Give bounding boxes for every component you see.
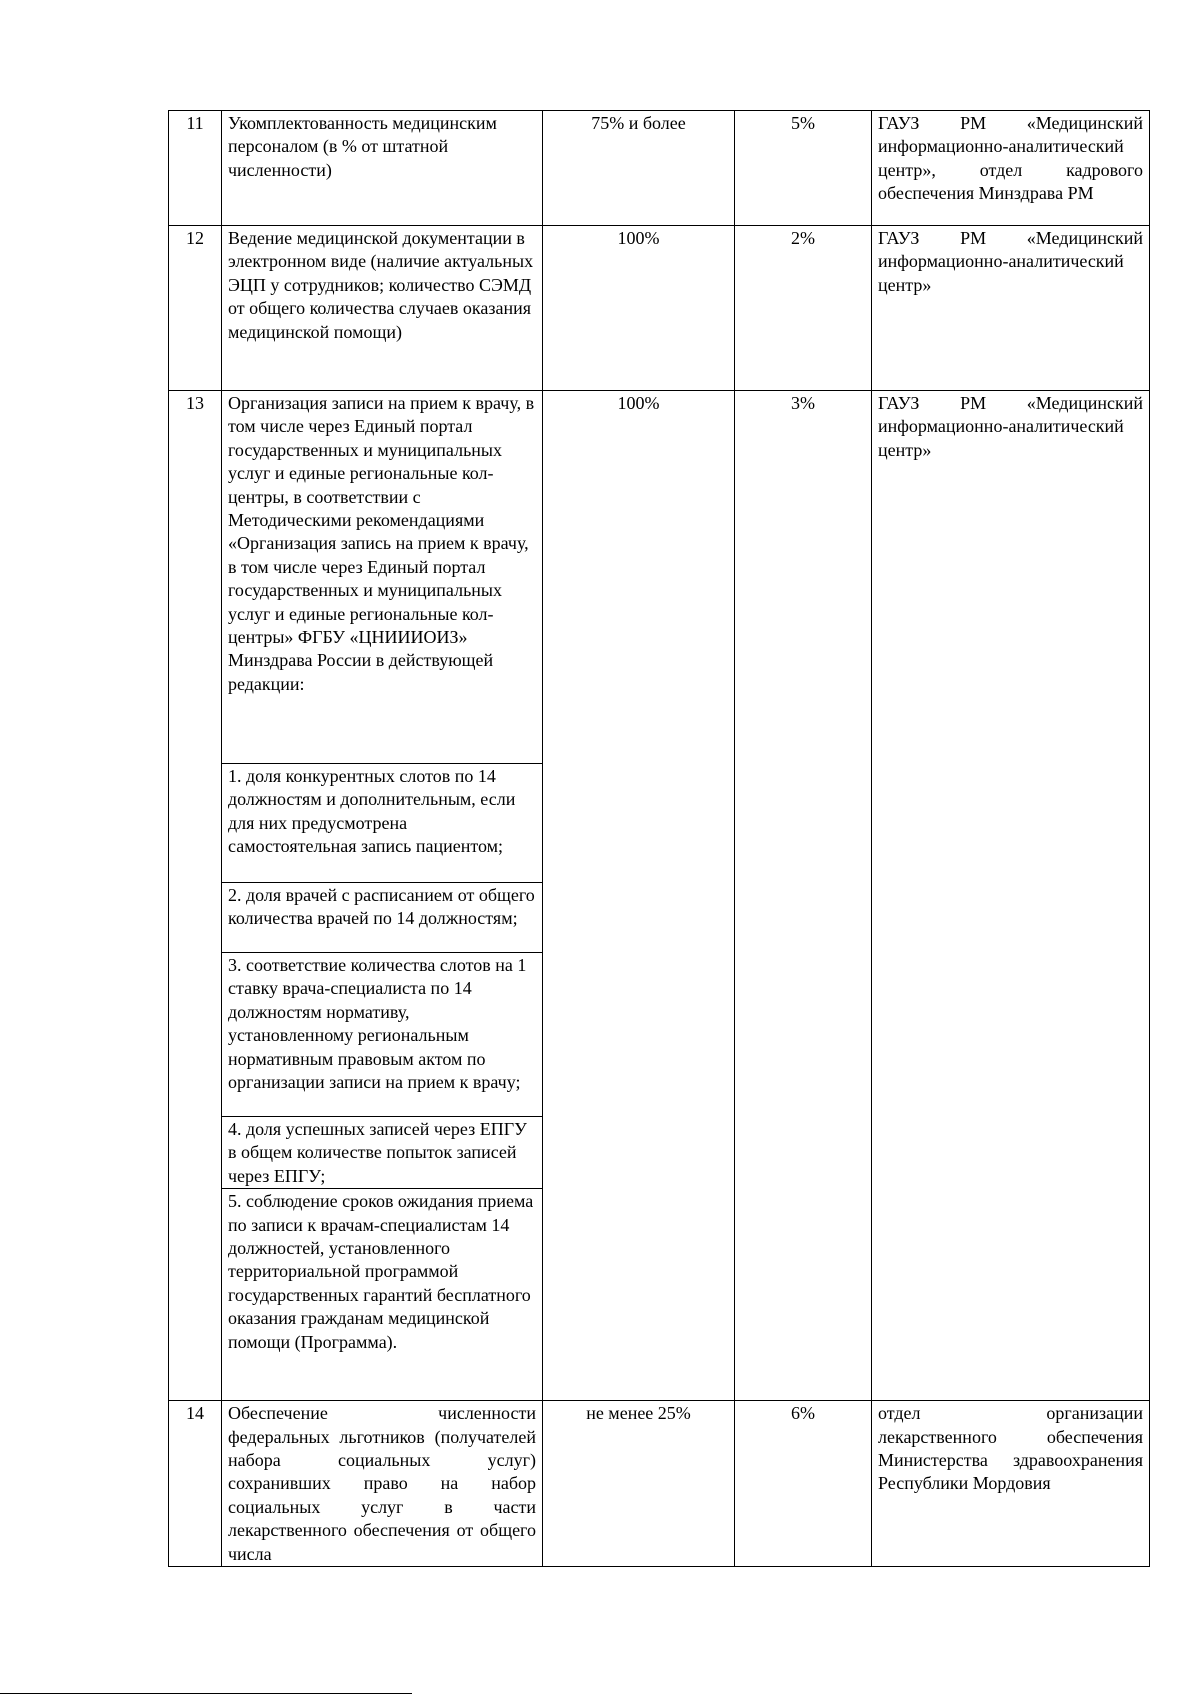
indicator-name: Организация записи на прием к врачу, в том числе через Единый портал государственных и муниципальных услуг и единые региональные кол-центры, в соответствии с Методическими рекомендациями «Организация запись на прием к врачу, в том числе через Единый портал государственных и муниципальных услуг и единые региональные кол-центры» ФГБУ «ЦНИИИОИЗ» Минздрава России в действующей редакции: [222, 391, 543, 764]
target-value: 75% и более [543, 111, 735, 226]
row-number: 13 [169, 391, 222, 764]
indicator-name: Ведение медицинской документации в электронном виде (наличие актуальных ЭЦП у сотрудников; количество СЭМД от общего количества случаев оказания медицинской помощи) [222, 226, 543, 391]
indicator-weight: 2% [735, 226, 872, 391]
footnote-separator [0, 1693, 412, 1694]
indicator-name [222, 111, 543, 226]
row-number: 12 [169, 226, 222, 391]
sub-item: 3. соответствие количества слотов на 1 ставку врача-специалиста по 14 должностям нормативу, установленному региональным нормативным правовым актом по организации записи на прием к врачу; [222, 953, 543, 1117]
responsible-party: отдел организации лекарственного обеспечения Министерства здравоохранения Республики Мордовия [872, 1401, 1150, 1567]
sub-item: 5. соблюдение сроков ожидания приема по записи к врачам-специалистам 14 должностей, установленного территориальной программой государственных гарантий бесплатного оказания гражданам медицинской помощи (Программа). [222, 1189, 543, 1401]
sub-item: 4. доля успешных записей через ЕПГУ в общем количестве попыток записей через ЕПГУ; [222, 1117, 543, 1189]
row-number: 11 [169, 111, 222, 226]
target-value: 100% [543, 391, 735, 764]
table-row [169, 1401, 1150, 1567]
indicator-weight: 6% [735, 1401, 872, 1567]
table-row [169, 1117, 1150, 1189]
table-row [169, 226, 1150, 391]
target-value: не менее 25% [543, 1401, 735, 1567]
sub-item: 2. доля врачей с расписанием от общего количества врачей по 14 должностям; [222, 883, 543, 953]
table-row [169, 764, 1150, 883]
table-row [169, 391, 1150, 764]
table-row [169, 883, 1150, 953]
indicator-name: Обеспечение численности федеральных льготников (получателей набора социальных услуг) сохранивших право на набор социальных услуг в части лекарственного обеспечения от общего числа [222, 1401, 543, 1567]
indicator-weight: 5% [735, 111, 872, 226]
indicators-table [168, 110, 1150, 1567]
table-row [169, 1189, 1150, 1401]
table-row [169, 953, 1150, 1117]
table-row [169, 111, 1150, 226]
responsible-party: ГАУЗ РМ «Медицинский информационно-аналитический центр» [872, 391, 1150, 764]
responsible-party: ГАУЗ РМ «Медицинский информационно-аналитический центр» [872, 226, 1150, 391]
sub-item: 1. доля конкурентных слотов по 14 должностям и дополнительным, если для них предусмотрена самостоятельная запись пациентом; [222, 764, 543, 883]
responsible-party: ГАУЗ РМ «Медицинский информационно-аналитический центр», отдел кадрового обеспечения Минздрава РМ [872, 111, 1150, 226]
target-value: 100% [543, 226, 735, 391]
indicator-weight: 3% [735, 391, 872, 764]
row-number: 14 [169, 1401, 222, 1567]
indicator-name-text: Укомплектованность медицинским персоналом (в % от штатной численности) [228, 113, 497, 180]
